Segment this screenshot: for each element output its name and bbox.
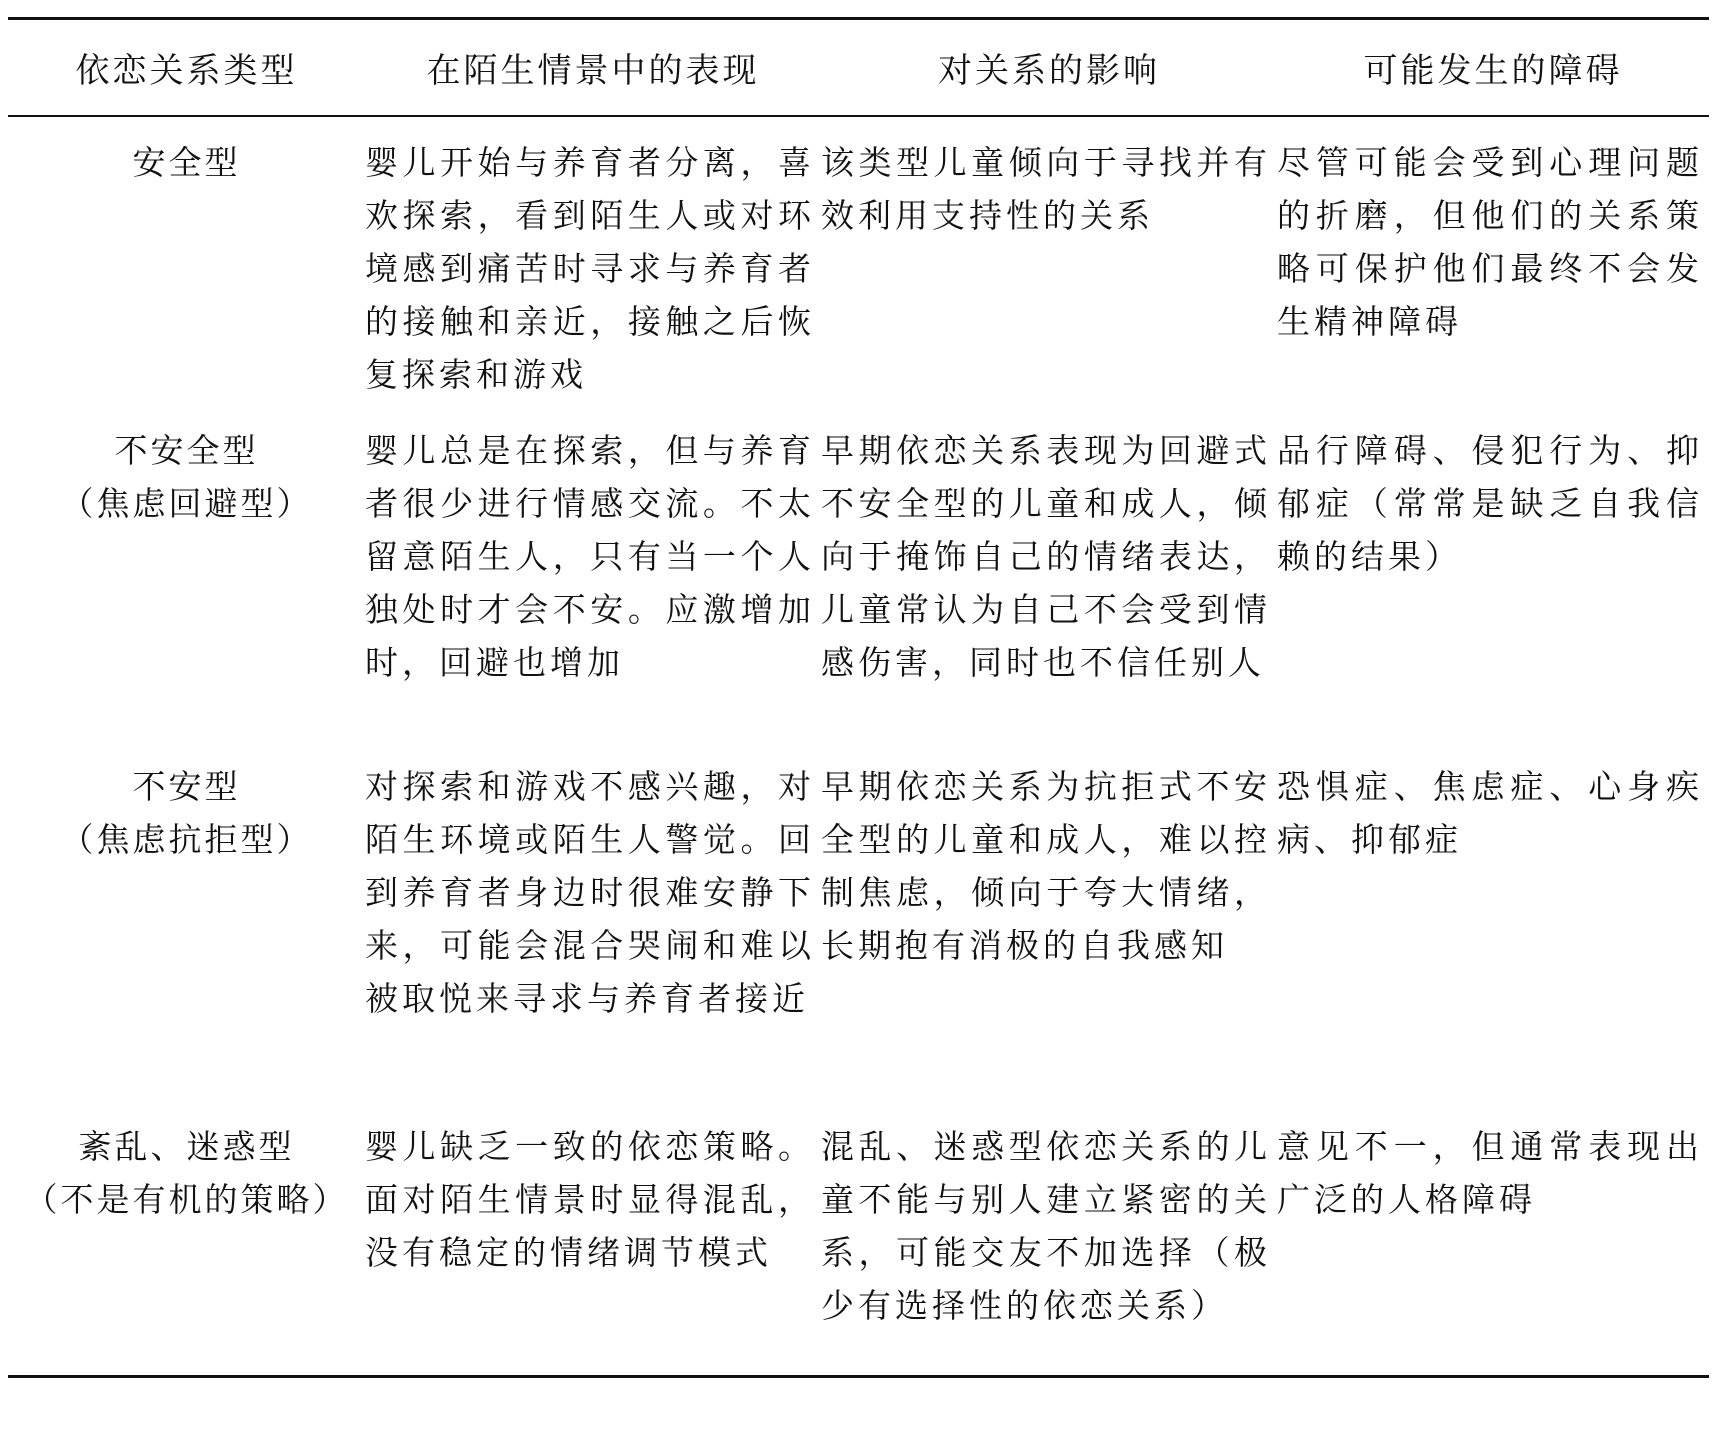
disorders-cell: 恐惧症、焦虑症、心身疾病、抑郁症: [1277, 767, 1703, 859]
attachment-type-label: 紊乱、迷惑型: [78, 1127, 295, 1166]
behavior-cell: 婴儿开始与养育者分离，喜欢探索，看到陌生人或对环境感到痛苦时寻求与养育者的接触和亲近，接触之后恢复探索和游戏: [365, 143, 815, 394]
impact-cell: 混乱、迷惑型依恋关系的儿童不能与别人建立紧密的关系，可能交友不加选择（极少有选择性的依恋关系）: [821, 1114, 1277, 1376]
disorders-cell: 尽管可能会受到心理问题的折磨，但他们的关系策略可保护他们最终不会发生精神障碍: [1277, 143, 1703, 341]
impact-cell: 早期依恋关系为抗拒式不安全型的儿童和成人，难以控制焦虑，倾向于夸大情绪，长期抱有消极的自我感知: [821, 767, 1271, 965]
impact-cell: 早期依恋关系表现为回避式不安全型的儿童和成人，倾向于掩饰自己的情绪表达，儿童常认为自己不会受到情感伤害，同时也不信任别人: [821, 431, 1271, 682]
table-header-row: [8, 19, 1709, 117]
disorders-cell: 意见不一，但通常表现出广泛的人格障碍: [1277, 1114, 1709, 1376]
attachment-type-cell: [8, 1114, 365, 1376]
attachment-subtype-label: （焦虑抗拒型）: [60, 820, 313, 859]
attachment-type-cell: [8, 418, 365, 754]
header-attachment-type: 依恋关系类型: [8, 19, 365, 117]
table-row: [8, 754, 1709, 1114]
attachment-types-table: [8, 17, 1709, 1378]
behavior-cell: 婴儿缺乏一致的依恋策略。面对陌生情景时显得混乱，没有稳定的情绪调节模式: [365, 1114, 821, 1376]
table-row: [8, 116, 1709, 418]
attachment-type-label: 不安型: [132, 767, 241, 806]
header-strange-situation-behavior: 在陌生情景中的表现: [365, 19, 821, 117]
attachment-type-cell: [8, 754, 365, 1114]
attachment-type-cell: [8, 116, 365, 418]
attachment-type-label: 不安全型: [114, 431, 259, 470]
impact-cell: 该类型儿童倾向于寻找并有效利用支持性的关系: [821, 143, 1271, 235]
disorders-cell: 品行障碍、侵犯行为、抑郁症（常常是缺乏自我信赖的结果）: [1277, 431, 1703, 576]
table-row: [8, 418, 1709, 754]
attachment-subtype-label: （不是有机的策略）: [24, 1180, 349, 1219]
header-possible-disorders: 可能发生的障碍: [1277, 19, 1709, 117]
attachment-subtype-label: （焦虑回避型）: [60, 484, 313, 523]
attachment-type-label: 安全型: [132, 143, 241, 182]
table-row: [8, 1114, 1709, 1376]
behavior-cell: 对探索和游戏不感兴趣，对陌生环境或陌生人警觉。回到养育者身边时很难安静下来，可能会混合哭闹和难以被取悦来寻求与养育者接近: [365, 767, 815, 1018]
header-relationship-impact: 对关系的影响: [821, 19, 1277, 117]
behavior-cell: 婴儿总是在探索，但与养育者很少进行情感交流。不太留意陌生人，只有当一个人独处时才会不安。应激增加时，回避也增加: [365, 431, 815, 682]
attachment-types-table-wrapper: [8, 17, 1709, 1378]
